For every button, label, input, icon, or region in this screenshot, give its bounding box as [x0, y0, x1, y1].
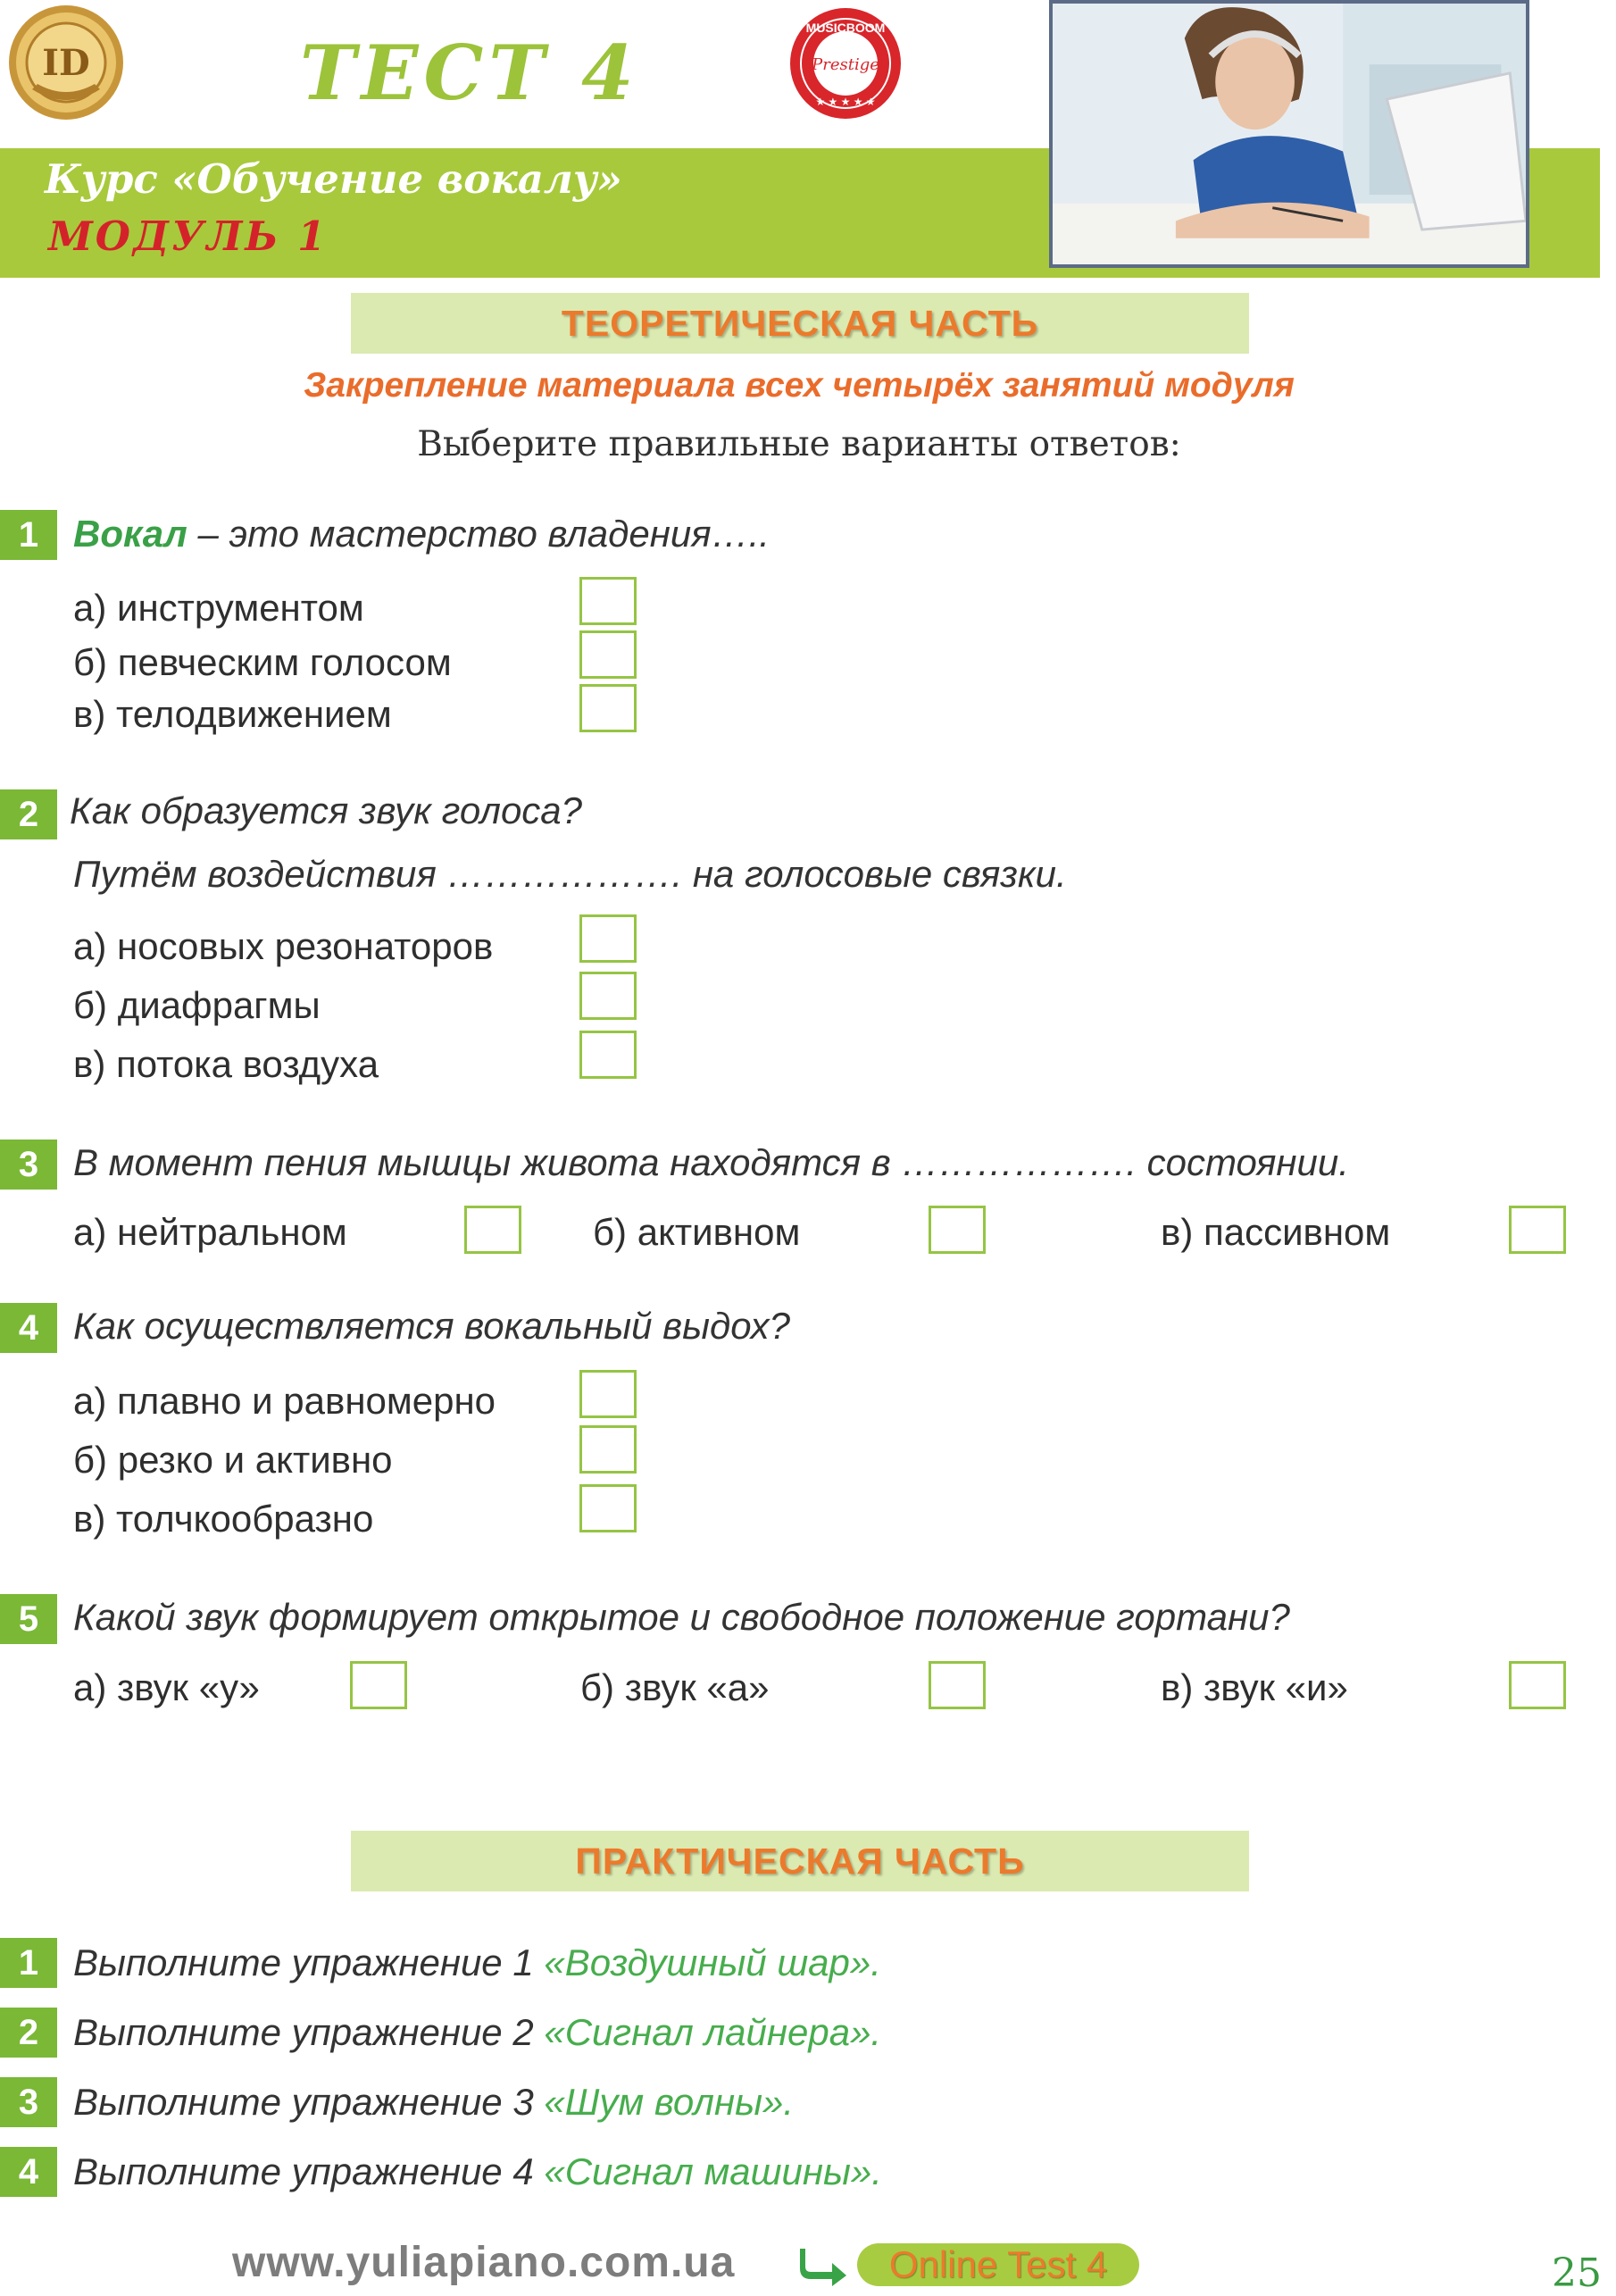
question-number-badge: 5 — [0, 1594, 57, 1644]
question-number-badge: 3 — [0, 1140, 57, 1190]
answer-option: в) пассивном — [1161, 1211, 1391, 1253]
exercise-instruction: Выполните упражнение 3 «Шум волны». — [73, 2081, 795, 2123]
answer-checkbox[interactable] — [579, 630, 637, 679]
arrow-right-icon — [800, 2243, 850, 2286]
answer-option: б) резко и активно — [73, 1439, 393, 1481]
page-title: ТЕСТ 4 — [300, 29, 639, 117]
answer-option: в) звук «и» — [1161, 1666, 1348, 1708]
answer-checkbox[interactable] — [579, 972, 637, 1020]
theory-subtitle: Закрепление материала всех четырёх занятий модуля — [304, 366, 1295, 405]
musicboom-logo — [779, 5, 912, 121]
answer-checkbox[interactable] — [579, 1484, 637, 1532]
question-text: Вокал – это мастерство владения….. — [73, 513, 770, 555]
website-link[interactable]: www.yuliapiano.com.ua — [232, 2239, 736, 2286]
exercise-name: «Воздушный шар». — [544, 1941, 881, 1983]
answer-checkbox[interactable] — [579, 577, 637, 625]
exercise-name: «Сигнал лайнера». — [544, 2011, 882, 2053]
theory-heading: ТЕОРЕТИЧЕСКАЯ ЧАСТЬ — [561, 303, 1039, 344]
header-photo — [1049, 0, 1529, 268]
answer-checkbox[interactable] — [579, 1031, 637, 1079]
answer-checkbox[interactable] — [1509, 1661, 1566, 1709]
page-number: 25 — [1552, 2250, 1602, 2296]
answer-option: а) звук «у» — [73, 1666, 260, 1708]
answer-option: а) нейтральном — [73, 1211, 347, 1253]
exercise-instruction: Выполните упражнение 1 «Воздушный шар». — [73, 1941, 881, 1983]
question-number-badge: 2 — [0, 789, 57, 839]
answer-option: б) звук «а» — [580, 1666, 770, 1708]
practice-heading: ПРАКТИЧЕСКАЯ ЧАСТЬ — [575, 1841, 1025, 1882]
question-number-badge: 1 — [0, 510, 57, 560]
answer-checkbox[interactable] — [464, 1206, 521, 1254]
practice-section-banner — [351, 1831, 1249, 1891]
question-text-continued: Путём воздействия ………………. на голосовые связки. — [73, 853, 1067, 895]
instruction-text: Выберите правильные варианты ответов: — [417, 424, 1181, 464]
theory-section-banner — [351, 293, 1249, 354]
svg-text:ID: ID — [42, 42, 90, 84]
exercise-name: «Шум волны». — [544, 2081, 795, 2123]
question-text: Какой звук формирует открытое и свободное положение гортани? — [73, 1596, 1290, 1638]
answer-option: в) потока воздуха — [73, 1043, 379, 1085]
answer-checkbox[interactable] — [579, 1425, 637, 1474]
answer-option: в) толчкообразно — [73, 1498, 374, 1540]
answer-checkbox[interactable] — [929, 1661, 986, 1709]
exercise-instruction: Выполните упражнение 2 «Сигнал лайнера». — [73, 2011, 882, 2053]
answer-option: а) плавно и равномерно — [73, 1380, 496, 1422]
answer-checkbox[interactable] — [929, 1206, 986, 1254]
svg-text:Prestige: Prestige — [812, 55, 879, 74]
answer-option: а) инструментом — [73, 587, 364, 629]
answer-checkbox[interactable] — [579, 914, 637, 963]
question-number-badge: 4 — [0, 1303, 57, 1353]
svg-text:MUSICBOOM: MUSICBOOM — [805, 21, 886, 35]
course-title: Курс «Обучение вокалу» — [45, 155, 622, 203]
module-label: МОДУЛЬ 1 — [48, 213, 329, 260]
answer-checkbox[interactable] — [350, 1661, 407, 1709]
answer-checkbox[interactable] — [1509, 1206, 1566, 1254]
exercise-instruction: Выполните упражнение 4 «Сигнал машины». — [73, 2150, 882, 2192]
question-highlight: Вокал — [73, 513, 187, 555]
answer-checkbox[interactable] — [579, 684, 637, 732]
question-text: В момент пения мышцы живота находятся в ………………. состоянии. — [73, 1141, 1349, 1183]
svg-text:★ ★ ★ ★ ★: ★ ★ ★ ★ ★ — [815, 96, 876, 108]
exercise-name: «Сигнал машины». — [544, 2150, 882, 2192]
id-logo — [2, 4, 130, 121]
question-text: Как осуществляется вокальный выдох? — [73, 1305, 791, 1347]
answer-option: б) активном — [593, 1211, 801, 1253]
exercise-number-badge: 2 — [0, 2008, 57, 2058]
answer-option: б) диафрагмы — [73, 984, 321, 1026]
answer-option: а) носовых резонаторов — [73, 925, 494, 967]
online-test-button[interactable]: Online Test 4 — [857, 2243, 1139, 2286]
exercise-number-badge: 4 — [0, 2147, 57, 2197]
answer-checkbox[interactable] — [579, 1370, 637, 1418]
exercise-number-badge: 3 — [0, 2077, 57, 2127]
exercise-number-badge: 1 — [0, 1938, 57, 1988]
answer-option: б) певческим голосом — [73, 641, 452, 683]
answer-option: в) телодвижением — [73, 693, 392, 735]
question-text: Как образуется звук голоса? — [70, 789, 583, 831]
